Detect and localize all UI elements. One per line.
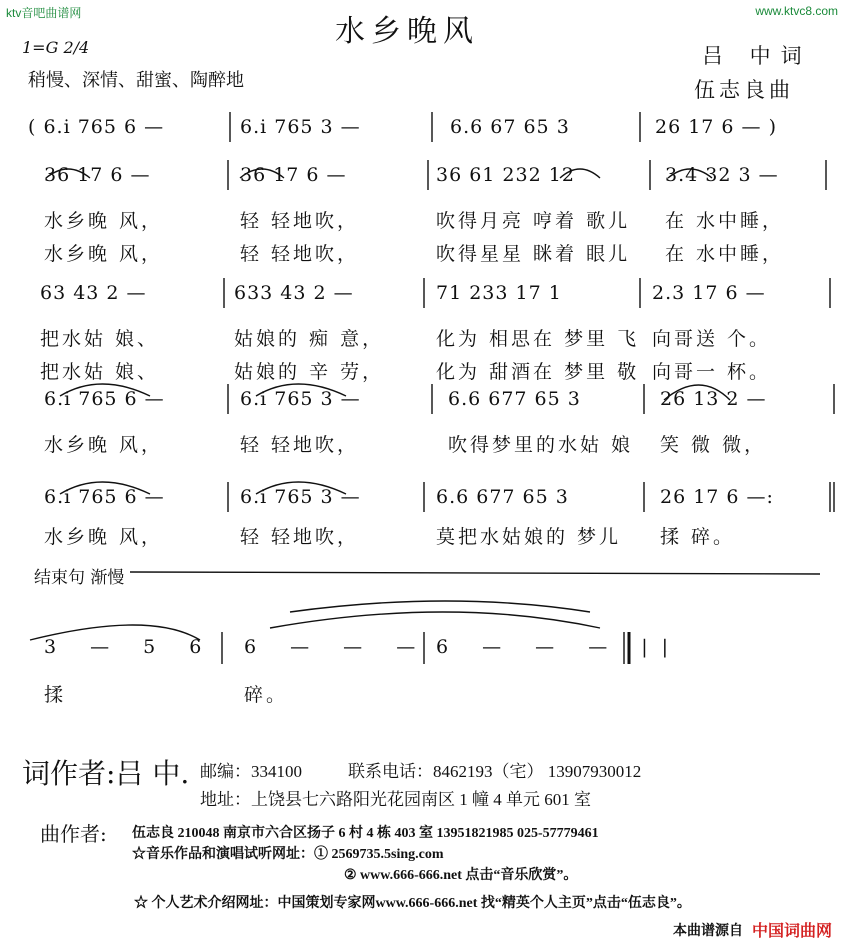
lyric-line-1: 向哥送 个。: [652, 328, 772, 350]
notation: 26 13 2 —: [660, 388, 767, 410]
composer-credit: 伍志良曲: [694, 78, 794, 102]
notation: 6.i 765 3 —: [240, 486, 361, 508]
notation: 63 43 2 —: [40, 282, 147, 304]
notation: 6.6 67 65 3: [450, 116, 570, 138]
notation: 6.i 765 6 —: [44, 388, 165, 410]
lyric-line-1: 轻 轻地吹，: [240, 434, 360, 456]
lyric-line-2: 在 水中睡，: [665, 243, 785, 265]
notation: 36 17 6 —: [44, 164, 151, 186]
notation: 26 17 6 —:: [660, 486, 774, 508]
lyric-line-1: 化为 相思在 梦里 飞: [436, 328, 640, 350]
composer-contact-label: 曲作者:: [40, 822, 107, 846]
lyric-line-1: 水乡晚 风，: [44, 210, 164, 232]
notation: 6 — — — ||: [436, 636, 683, 658]
phone: 联系电话：8462193（宅） 13907930012: [348, 762, 642, 781]
lyric-line-1: 莫把水姑娘的 梦儿: [436, 526, 622, 548]
key-signature: 1=G 2/4: [22, 38, 90, 57]
lyric-line-2: 轻 轻地吹，: [240, 243, 360, 265]
notation: 3 — 5 6: [44, 636, 216, 658]
lyric-line-2: 吹得星星 眯着 眼儿: [436, 243, 631, 265]
lyric-line-1: 轻 轻地吹，: [240, 210, 360, 232]
notation: 6.i 765 6 —: [44, 486, 165, 508]
lyricist-contact-label: 词作者:吕 中.: [22, 757, 190, 790]
lyricist-credit: 吕 中词: [702, 44, 812, 68]
song-title: 水乡晚风: [335, 14, 479, 49]
notation: 26 17 6 — ): [655, 116, 778, 138]
source-site-logo[interactable]: 中国词曲网: [752, 923, 833, 940]
web-address-2: ② www.666-666.net 点击“音乐欣赏”。: [344, 868, 578, 883]
lyric-line-2: 化为 甜酒在 梦里 敬: [436, 361, 640, 383]
notation: 2.3 17 6 —: [652, 282, 766, 304]
artist-intro-link[interactable]: ☆ 个人艺术介绍网址：中国策划专家网www.666-666.net 找“精英个人主页”点击“伍志良”。: [134, 896, 691, 911]
notation: 6.6 677 65 3: [448, 388, 581, 410]
lyric-line-1: 水乡晚 风，: [44, 434, 164, 456]
lyric-line-1: 在 水中睡，: [665, 210, 785, 232]
lyric-line-1: 吹得月亮 哼着 歌儿: [436, 210, 631, 232]
lyric-line-2: 水乡晚 风，: [44, 243, 164, 265]
lyric-line-1: 把水姑 娘、: [40, 328, 160, 350]
lyric-line-1: 水乡晚 风，: [44, 526, 164, 548]
notation: 3.4 32 3 —: [665, 164, 779, 186]
notation: 36 61 232 12: [436, 164, 575, 186]
composer-contact-line: 伍志良 210048 南京市六合区扬子 6 村 4 栋 403 室 13951821985 025-57779461: [132, 826, 599, 841]
web-address-1: ☆音乐作品和演唱试听网址：① 2569735.5sing.com: [132, 847, 444, 862]
lyric-line-2: 把水姑 娘、: [40, 361, 160, 383]
source-label: 本曲谱源自: [673, 924, 743, 939]
notation: 6.i 765 3 —: [240, 388, 361, 410]
lyric-line-2: 向哥一 杯。: [652, 361, 772, 383]
lyric-line-1: 轻 轻地吹，: [240, 526, 360, 548]
address: 地址：上饶县七六路阳光花园南区 1 幢 4 单元 601 室: [200, 790, 591, 809]
notation: 6.i 765 3 —: [240, 116, 361, 138]
expression-marking: 稍慢、深情、甜蜜、陶醉地: [28, 70, 244, 91]
watermark-right: www.ktvc8.com: [755, 4, 838, 18]
lyric-line-1: 揉 碎。: [660, 526, 736, 548]
notation: 633 43 2 —: [234, 282, 354, 304]
notation: ( 6.i 765 6 —: [28, 116, 165, 138]
notation: 6 — — —: [244, 636, 430, 658]
notation: 71 233 17 1: [436, 282, 562, 304]
lyric-line-1: 碎。: [244, 684, 289, 706]
notation: 6.6 677 65 3: [436, 486, 569, 508]
lyric-line-2: 姑娘的 辛 劳，: [234, 361, 385, 383]
notation: 36 17 6 —: [240, 164, 347, 186]
postcode: 邮编：334100: [200, 762, 302, 781]
lyric-line-1: 吹得梦里的水姑 娘: [448, 434, 634, 456]
ending-label: 结束句 渐慢: [34, 568, 125, 588]
lyric-line-1: 姑娘的 痴 意，: [234, 328, 385, 350]
lyric-line-1: 笑 微 微，: [660, 434, 767, 456]
watermark-left: ktv音吧曲谱网: [6, 6, 82, 20]
lyric-line-1: 揉: [44, 684, 67, 706]
